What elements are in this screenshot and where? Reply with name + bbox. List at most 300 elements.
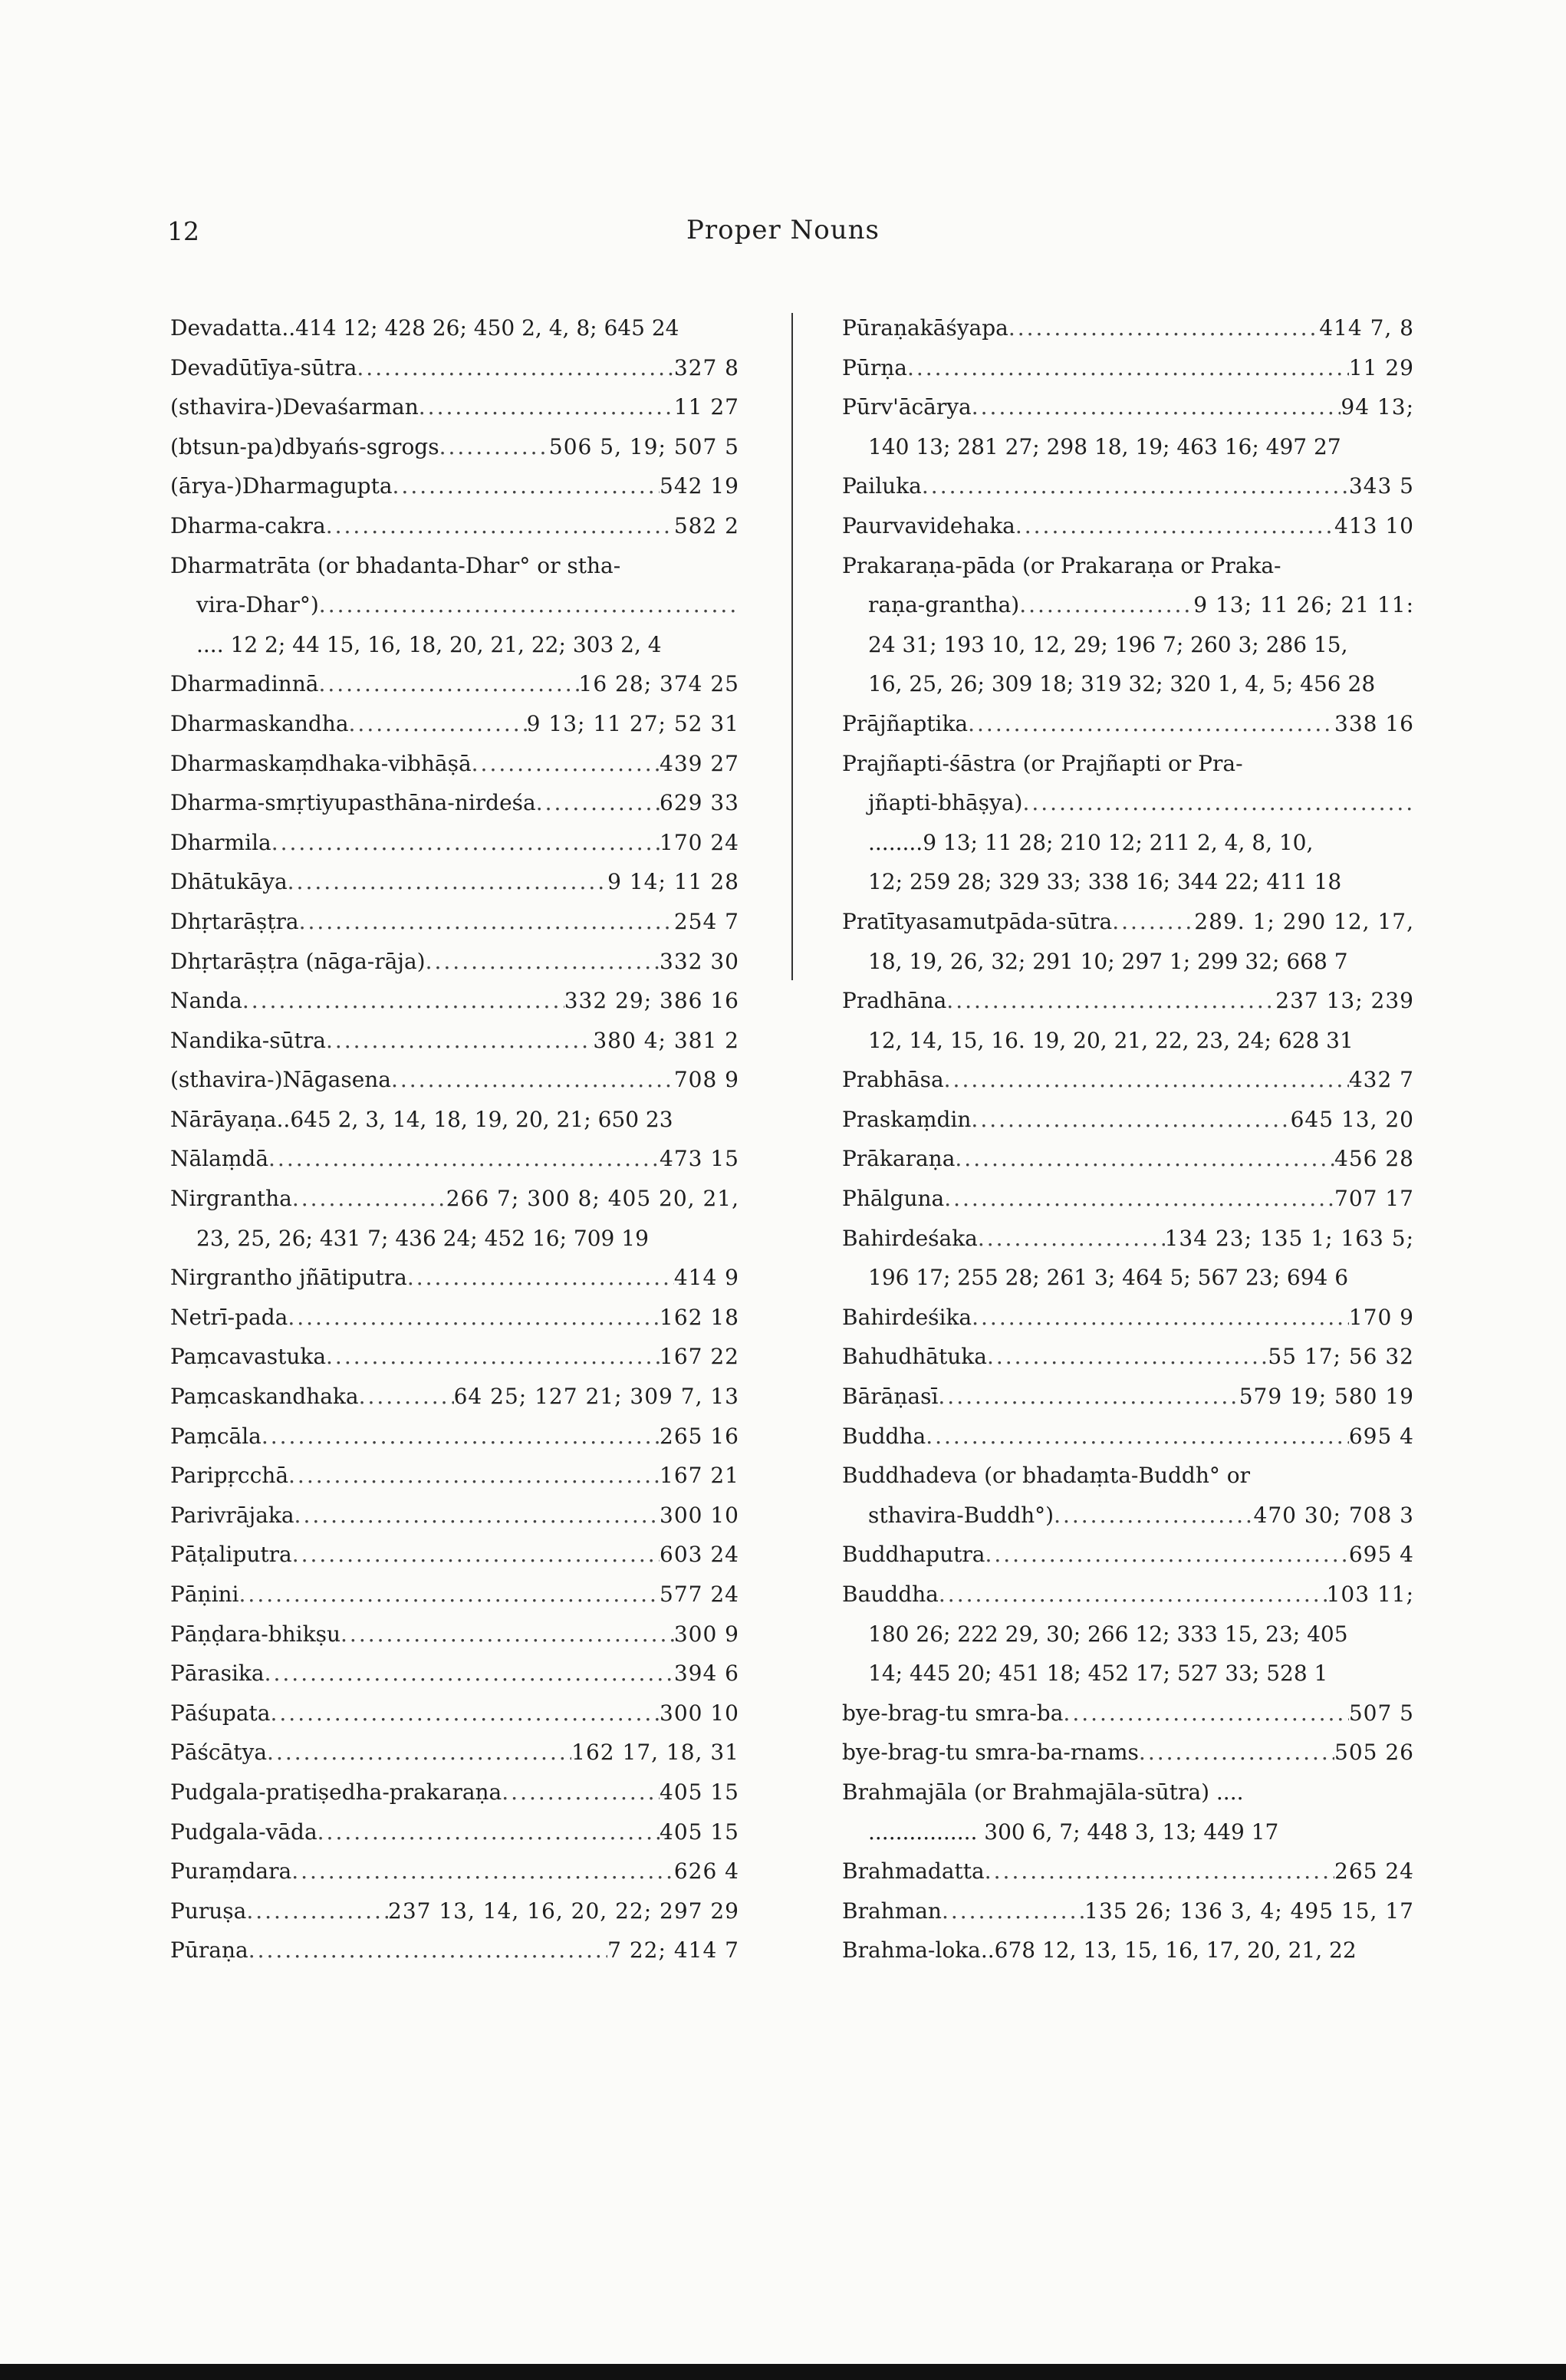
entry-references: 12; 259 28; 329 33; 338 16; 344 22; 411 18 <box>868 869 1342 895</box>
index-entry <box>842 1535 1414 1575</box>
leader-dots <box>407 1258 674 1298</box>
index-entry <box>170 1654 739 1694</box>
leader-dots <box>1063 1694 1348 1733</box>
leader-dots <box>472 744 660 784</box>
index-entry <box>842 942 1414 982</box>
entry-references: 135 26; 136 3, 4; 495 15, 17 <box>1084 1898 1414 1924</box>
index-entry <box>170 1852 739 1891</box>
entry-term: Puruṣa <box>170 1898 247 1924</box>
leader-dots <box>987 1337 1268 1377</box>
leader-dots <box>972 387 1341 427</box>
entry-term: Buddhadeva (or bhadaṃta-Buddh° or <box>842 1463 1251 1489</box>
entry-term: Brahman <box>842 1898 942 1924</box>
leader-dots <box>955 1139 1334 1179</box>
entry-references: 506 5, 19; 507 5 <box>548 433 739 459</box>
entry-term: Prākaraṇa <box>842 1146 956 1172</box>
index-entry <box>170 427 739 467</box>
leader-dots <box>326 1021 593 1061</box>
entry-references: 64 25; 127 21; 309 7, 13 <box>453 1384 739 1410</box>
entry-references: 167 22 <box>660 1344 739 1370</box>
leader-dots <box>1054 1496 1253 1536</box>
leader-dots <box>248 1931 607 1970</box>
entry-references: 707 17 <box>1334 1186 1414 1212</box>
leader-dots <box>318 664 578 704</box>
entry-term: Nanda <box>170 988 242 1014</box>
index-entry <box>842 427 1414 467</box>
index-entry <box>842 981 1414 1021</box>
entry-term: Dharmatrāta (or bhadanta-Dhar° or stha- <box>170 552 621 578</box>
leader-dots <box>288 862 608 902</box>
leader-dots <box>926 1417 1349 1457</box>
entry-references: ................ 300 6, 7; 448 3, 13; 449 17 <box>868 1819 1279 1845</box>
entry-references: 12, 14, 15, 16. 19, 20, 21, 22, 23, 24; 628 31 <box>868 1027 1354 1053</box>
index-entry <box>842 1496 1414 1536</box>
index-entry <box>170 466 739 506</box>
leader-dots <box>536 783 660 823</box>
leader-dots <box>262 1417 660 1457</box>
entry-references: ........9 13; 11 28; 210 12; 211 2, 4, 8, 10, <box>868 829 1314 855</box>
leader-dots <box>922 466 1349 506</box>
entry-term: Pāṇḍara-bhikṣu <box>170 1621 341 1647</box>
index-entry <box>842 704 1414 744</box>
entry-references: 629 33 <box>660 790 739 816</box>
entry-references: 332 29; 386 16 <box>564 988 739 1014</box>
index-entry <box>170 1615 739 1654</box>
entry-term: Dharmaskaṃdhaka-vibhāṣā <box>170 750 472 776</box>
index-entry <box>842 466 1414 506</box>
entry-term: Nārāyaṇa <box>170 1106 277 1132</box>
index-entry <box>842 1654 1414 1694</box>
index-entry <box>170 1021 739 1061</box>
index-entry <box>842 1219 1414 1259</box>
entry-references: 266 7; 300 8; 405 20, 21, <box>446 1186 739 1212</box>
leader-dots <box>907 348 1349 388</box>
entry-references: 14; 445 20; 451 18; 452 17; 527 33; 528 1 <box>868 1661 1328 1687</box>
entry-term: Pūraṇa <box>170 1937 248 1964</box>
entry-references: 9 13; 11 26; 21 11: <box>1193 592 1414 618</box>
leader-dots <box>291 1852 674 1891</box>
entry-references: 16, 25, 26; 309 18; 319 32; 320 1, 4, 5; 456 28 <box>868 671 1376 697</box>
index-entry <box>842 348 1414 388</box>
leader-dots <box>972 1298 1349 1338</box>
entry-references: 405 15 <box>660 1779 739 1805</box>
index-entry <box>170 506 739 546</box>
entry-references: 300 10 <box>660 1700 739 1726</box>
leader-dots <box>288 1298 660 1338</box>
entry-term: (sthavira-)Nāgasena <box>170 1067 391 1093</box>
index-entry <box>842 1615 1414 1654</box>
page-number: 12 <box>167 216 199 246</box>
entry-term: Dhātukāya <box>170 869 288 895</box>
entry-references: 343 5 <box>1348 473 1414 499</box>
entry-term: jñapti-bhāṣya) <box>868 790 1023 816</box>
entry-term: Dharma-cakra <box>170 512 326 538</box>
index-entry <box>842 823 1414 863</box>
index-entry <box>842 625 1414 665</box>
leader-dots <box>1019 585 1193 625</box>
entry-references: 432 7 <box>1348 1067 1414 1093</box>
index-entry <box>170 1496 739 1536</box>
entry-term: Pāṭaliputra <box>170 1542 292 1568</box>
leader-dots <box>299 902 674 942</box>
leader-dots <box>357 348 673 388</box>
index-entry <box>170 1258 739 1298</box>
entry-references: 414 9 <box>673 1265 739 1291</box>
entry-term: Dhṛtarāṣṭra <box>170 908 299 934</box>
index-entry <box>170 902 739 942</box>
entry-references: 23, 25, 26; 431 7; 436 24; 452 16; 709 19 <box>196 1225 649 1251</box>
index-entry <box>170 1100 739 1140</box>
entry-term: Prājñaptika <box>842 710 969 736</box>
entry-references: 7 22; 414 7 <box>607 1937 739 1964</box>
index-entry <box>842 387 1414 427</box>
index-entry <box>842 1456 1414 1496</box>
leader-dots <box>939 1575 1327 1615</box>
entry-term: Pāśupata <box>170 1700 271 1726</box>
index-entry <box>170 1060 739 1100</box>
entry-references: 394 6 <box>673 1661 739 1687</box>
entry-term: Pūraṇakāśyapa <box>842 315 1008 341</box>
entry-references: 300 9 <box>673 1621 739 1647</box>
leader-dots <box>319 585 739 625</box>
entry-references: 414 7, 8 <box>1319 315 1414 341</box>
entry-term: Devadatta <box>170 315 282 341</box>
index-entry <box>170 783 739 823</box>
leader-dots <box>985 1852 1334 1891</box>
leader-dots <box>502 1773 660 1812</box>
entry-term: Bahirdeśika <box>842 1304 972 1330</box>
index-entry <box>170 1535 739 1575</box>
entry-term: bye-brag-tu smra-ba <box>842 1700 1064 1726</box>
entry-references: 9 13; 11 27; 52 31 <box>526 710 739 736</box>
entry-term: Pūrṇa <box>842 354 907 380</box>
leader-dots <box>419 387 674 427</box>
index-entry <box>842 1377 1414 1417</box>
index-entry <box>170 664 739 704</box>
leader-dots <box>978 1219 1165 1259</box>
entry-term: Nālaṃdā <box>170 1146 269 1172</box>
entry-term: Bahudhātuka <box>842 1344 987 1370</box>
entry-term: Dharma-smṛtiyupasthāna-nirdeśa <box>170 790 536 816</box>
index-entry <box>842 1931 1414 1970</box>
entry-references: 577 24 <box>660 1582 739 1607</box>
entry-references: 170 9 <box>1348 1304 1414 1330</box>
entry-term: Puraṃdara <box>170 1858 292 1885</box>
index-entry <box>842 1891 1414 1931</box>
index-entry <box>842 1417 1414 1457</box>
entry-references: 170 24 <box>660 829 739 855</box>
entry-references: 405 15 <box>660 1819 739 1845</box>
entry-term: Brahmadatta <box>842 1858 985 1885</box>
leader-dots <box>326 1337 660 1377</box>
leader-dots <box>938 1377 1239 1417</box>
index-entry <box>842 1694 1414 1733</box>
entry-references: 708 9 <box>673 1067 739 1093</box>
leader-dots <box>1022 783 1414 823</box>
entry-term: (ārya-)Dharmagupta <box>170 473 393 499</box>
leader-dots <box>268 1139 660 1179</box>
entry-references: 332 30 <box>660 948 739 974</box>
entry-term: sthavira-Buddh°) <box>868 1502 1054 1528</box>
entry-references: 162 18 <box>660 1304 739 1330</box>
entry-term: Nandika-sūtra <box>170 1027 326 1053</box>
index-entry <box>170 1773 739 1812</box>
index-entry <box>842 1139 1414 1179</box>
entry-term: Pudgala-vāda <box>170 1819 317 1845</box>
entry-references: 237 13; 239 <box>1275 988 1414 1014</box>
leader-dots <box>246 1891 388 1931</box>
leader-dots <box>341 1615 674 1654</box>
entry-term: bye-brag-tu smra-ba-rnams <box>842 1740 1139 1766</box>
index-entry <box>170 1298 739 1338</box>
entry-term: Devadūtīya-sūtra <box>170 354 357 380</box>
index-entry <box>170 1575 739 1615</box>
right-index-column <box>842 308 1414 1970</box>
entry-references: 18, 19, 26, 32; 291 10; 297 1; 299 32; 668 7 <box>868 948 1348 974</box>
index-entry <box>170 744 739 784</box>
leader-dots <box>942 1891 1084 1931</box>
entry-term: vira-Dhar°) <box>196 592 319 618</box>
index-entry <box>842 1179 1414 1219</box>
entry-term: Paṃcāla <box>170 1423 262 1449</box>
entry-references: 327 8 <box>673 354 739 380</box>
index-entry <box>170 1733 739 1773</box>
leader-dots <box>359 1377 454 1417</box>
leader-dots <box>1015 506 1334 546</box>
entry-references: 626 4 <box>673 1858 739 1885</box>
entry-term: Paurvavidehaka <box>842 512 1015 538</box>
entry-references: 439 27 <box>660 750 739 776</box>
entry-references: 140 13; 281 27; 298 18, 19; 463 16; 497 27 <box>868 433 1341 459</box>
entry-references: 582 2 <box>673 512 739 538</box>
index-entry <box>842 308 1414 348</box>
entry-references: 473 15 <box>660 1146 739 1172</box>
leader-dots <box>294 1496 660 1536</box>
index-entry <box>842 1575 1414 1615</box>
leader-dots <box>1112 902 1194 942</box>
leader-dots <box>393 466 660 506</box>
entry-references: 16 28; 374 25 <box>578 671 739 697</box>
entry-term: Pāścātya <box>170 1740 268 1766</box>
index-entry <box>170 546 739 586</box>
index-entry <box>170 387 739 427</box>
index-entry <box>842 1812 1414 1852</box>
entry-references: 103 11; <box>1326 1582 1414 1607</box>
index-entry <box>170 1139 739 1179</box>
entry-references: 265 16 <box>660 1423 739 1449</box>
entry-references: 505 26 <box>1334 1740 1414 1766</box>
index-entry <box>842 1733 1414 1773</box>
entry-term: Parivrājaka <box>170 1502 294 1528</box>
index-entry <box>842 744 1414 784</box>
entry-references: 603 24 <box>660 1542 739 1568</box>
index-entry <box>842 585 1414 625</box>
index-entry <box>170 625 739 665</box>
leader-dots <box>944 1179 1334 1219</box>
leader-dots <box>985 1535 1348 1575</box>
leader-dots <box>267 1733 571 1773</box>
leader-dots <box>265 1654 674 1694</box>
entry-term: (btsun-pa)dbyańs-sgrogs <box>170 433 439 459</box>
leader-dots <box>439 427 549 467</box>
entry-references: 456 28 <box>1334 1146 1414 1172</box>
entry-term: Bahirdeśaka <box>842 1225 978 1251</box>
index-entry <box>170 1377 739 1417</box>
index-entry <box>170 1337 739 1377</box>
entry-references: 289. 1; 290 12, 17, <box>1194 908 1414 934</box>
entry-term: Brahma-loka <box>842 1937 981 1964</box>
entry-references: ..678 12, 13, 15, 16, 17, 20, 21, 22 <box>980 1937 1357 1964</box>
entry-references: 542 19 <box>660 473 739 499</box>
entry-references: 167 21 <box>660 1463 739 1489</box>
entry-references: 695 4 <box>1348 1542 1414 1568</box>
leader-dots <box>946 981 1275 1021</box>
index-entry <box>842 902 1414 942</box>
entry-references: 196 17; 255 28; 261 3; 464 5; 567 23; 694 6 <box>868 1265 1349 1291</box>
leader-dots <box>271 823 660 863</box>
entry-term: Prajñapti-śāstra (or Prajñapti or Pra- <box>842 750 1243 776</box>
index-entry <box>842 1100 1414 1140</box>
index-entry <box>842 1773 1414 1812</box>
entry-term: Prabhāsa <box>842 1067 944 1093</box>
entry-references: 11 29 <box>1348 354 1414 380</box>
entry-references: ..645 2, 3, 14, 18, 19, 20, 21; 650 23 <box>276 1106 673 1132</box>
entry-term: Bārāṇasī <box>842 1384 939 1410</box>
entry-references: 94 13; <box>1341 394 1414 420</box>
index-entry <box>170 704 739 744</box>
leader-dots <box>968 704 1334 744</box>
entry-term: Brahmajāla (or Brahmajāla-sūtra) .... <box>842 1779 1244 1805</box>
entry-term: Buddhaputra <box>842 1542 985 1568</box>
entry-references: 338 16 <box>1334 710 1414 736</box>
entry-term: Bauddha <box>842 1582 939 1607</box>
entry-term: Paṃcavastuka <box>170 1344 327 1370</box>
entry-references: 254 7 <box>673 908 739 934</box>
entry-references: 380 4; 381 2 <box>593 1027 739 1053</box>
index-entry <box>842 546 1414 586</box>
entry-term: Pudgala-pratiṣedha-prakaraṇa <box>170 1779 502 1805</box>
leader-dots <box>239 1575 660 1615</box>
entry-references: 9 14; 11 28 <box>607 869 739 895</box>
leader-dots <box>971 1100 1290 1140</box>
leader-dots <box>292 1535 660 1575</box>
entry-term: Pārasika <box>170 1661 265 1687</box>
index-entry <box>170 862 739 902</box>
index-entry <box>842 1298 1414 1338</box>
entry-term: Pūrv'ācārya <box>842 394 972 420</box>
index-entry <box>170 823 739 863</box>
entry-term: Praskaṃdin <box>842 1106 972 1132</box>
entry-term: raṇa-grantha) <box>868 592 1020 618</box>
index-entry <box>842 1258 1414 1298</box>
entry-references: 300 10 <box>660 1502 739 1528</box>
leader-dots <box>349 704 527 744</box>
index-entry <box>842 506 1414 546</box>
column-divider <box>791 313 793 980</box>
entry-term: Pradhāna <box>842 988 947 1014</box>
index-entry <box>170 585 739 625</box>
index-entry <box>842 1852 1414 1891</box>
entry-references: ..414 12; 428 26; 450 2, 4, 8; 645 24 <box>281 315 679 341</box>
index-entry <box>842 1021 1414 1061</box>
leader-dots <box>292 1179 446 1219</box>
entry-term: Dharmila <box>170 829 271 855</box>
leader-dots <box>426 942 660 982</box>
entry-term: Prakaraṇa-pāda (or Prakaraṇa or Praka- <box>842 552 1281 578</box>
index-entry <box>170 308 739 348</box>
index-entry <box>170 981 739 1021</box>
entry-term: Paṃcaskandhaka <box>170 1384 359 1410</box>
index-entry <box>842 1337 1414 1377</box>
entry-term: Netrī-pada <box>170 1304 288 1330</box>
entry-references: 470 30; 708 3 <box>1253 1502 1414 1528</box>
leader-dots <box>1139 1733 1334 1773</box>
index-entry <box>170 1891 739 1931</box>
leader-dots <box>326 506 674 546</box>
entry-term: Paripṛcchā <box>170 1463 289 1489</box>
entry-references: 24 31; 193 10, 12, 29; 196 7; 260 3; 286 15, <box>868 631 1348 657</box>
entry-term: Nirgrantha <box>170 1186 292 1212</box>
index-entry <box>842 862 1414 902</box>
entry-references: 237 13, 14, 16, 20, 22; 297 29 <box>388 1898 739 1924</box>
leader-dots <box>271 1694 660 1733</box>
entry-references: 11 27 <box>673 394 739 420</box>
entry-term: Dharmadinnā <box>170 671 319 697</box>
left-index-column <box>170 308 739 1970</box>
entry-references: 162 17, 18, 31 <box>571 1740 739 1766</box>
index-entry <box>170 1812 739 1852</box>
index-entry <box>170 1219 739 1259</box>
entry-references: .... 12 2; 44 15, 16, 18, 20, 21, 22; 303 2, 4 <box>196 631 662 657</box>
index-entry <box>170 1456 739 1496</box>
entry-term: Phālguna <box>842 1186 945 1212</box>
entry-references: 265 24 <box>1334 1858 1414 1885</box>
index-entry <box>170 1417 739 1457</box>
entry-term: (sthavira-)Devaśarman <box>170 394 419 420</box>
leader-dots <box>1008 308 1319 348</box>
leader-dots <box>317 1812 660 1852</box>
entry-references: 55 17; 56 32 <box>1268 1344 1414 1370</box>
entry-term: Nirgrantho jñātiputra <box>170 1265 407 1291</box>
leader-dots <box>391 1060 674 1100</box>
entry-term: Buddha <box>842 1423 926 1449</box>
index-entry <box>170 1931 739 1970</box>
entry-term: Pratītyasamutpāda-sūtra <box>842 908 1113 934</box>
entry-references: 180 26; 222 29, 30; 266 12; 333 15, 23; 405 <box>868 1621 1348 1647</box>
index-entry <box>170 348 739 388</box>
entry-references: 413 10 <box>1334 512 1414 538</box>
index-entry <box>170 942 739 982</box>
entry-references: 507 5 <box>1348 1700 1414 1726</box>
index-entry <box>170 1694 739 1733</box>
entry-term: Pāṇini <box>170 1582 239 1607</box>
entry-term: Dhṛtarāṣṭra (nāga-rāja) <box>170 948 426 974</box>
entry-term: Pailuka <box>842 473 922 499</box>
scan-edge-bar <box>0 2364 1566 2380</box>
index-entry <box>842 783 1414 823</box>
running-head: Proper Nouns <box>686 215 880 245</box>
index-entry <box>842 1060 1414 1100</box>
entry-term: Dharmaskandha <box>170 710 349 736</box>
index-entry <box>842 664 1414 704</box>
entry-references: 695 4 <box>1348 1423 1414 1449</box>
entry-references: 134 23; 135 1; 163 5; <box>1164 1225 1414 1251</box>
leader-dots <box>944 1060 1349 1100</box>
leader-dots <box>288 1456 660 1496</box>
leader-dots <box>242 981 564 1021</box>
index-entry <box>170 1179 739 1219</box>
entry-references: 645 13, 20 <box>1290 1106 1414 1132</box>
